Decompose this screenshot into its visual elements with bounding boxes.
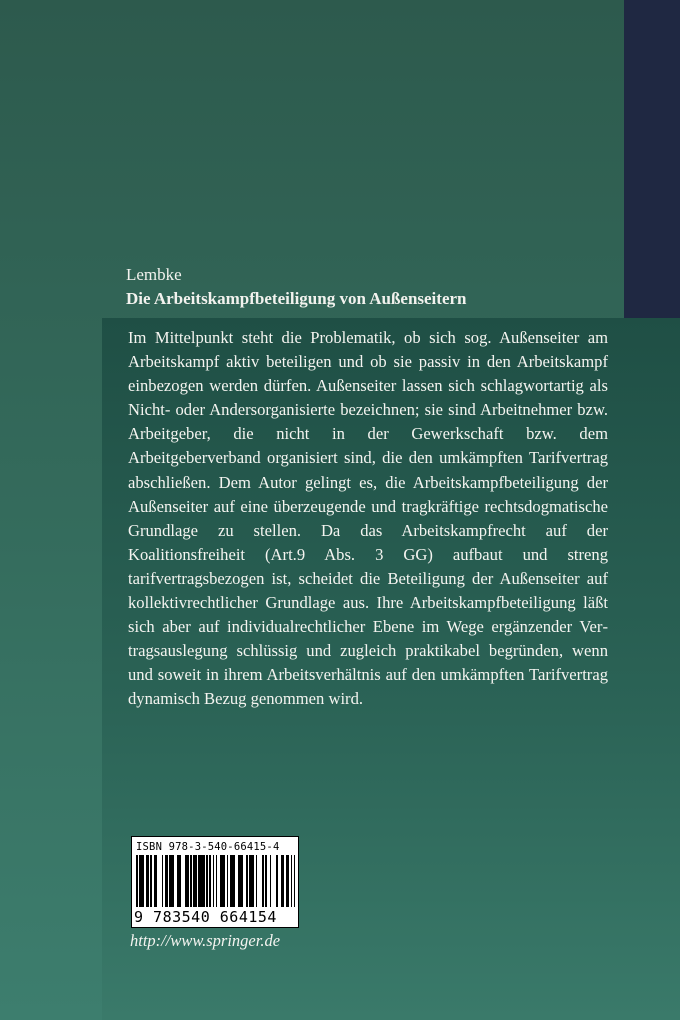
spine-color-band xyxy=(624,0,680,318)
isbn-label: ISBN 978-3-540-66415-4 xyxy=(136,841,280,853)
blurb-text: Im Mittelpunkt steht die Problematik, ob sich sog. Außenseiter am Arbeitskampf aktiv beteiligen und ob sie passiv in den Arbeitskampf einbezogen werden dürfen. Außenseiter lassen sich schlagwortartig als Nicht- oder Andersorganisierte bezeichnen; sie sind Arbeitnehmer bzw. Arbeitgeber, die nicht in der Gewerkschaft bzw. dem Arbeitgeberverband organisiert sind, die den umkämpften Tarifvertrag abschließen. Dem Autor gelingt es, die Arbeitskampfbeteiligung der Außenseiter auf eine überzeugende und tragkräftige rechtsdogmatische Grundlage zu stellen. Da das Arbeitskampfrecht auf der Koalitionsfreiheit (Art.9 Abs. 3 GG) aufbaut und streng tarifvertragsbezogen ist, scheidet die Beteiligung der Außenseiter auf kollektivrechtlicher Grundlage aus. Ihre Arbeitskampfbeteiligung läßt sich aber auf individualrechtlicher Ebene im Wege ergänzender Vertragsauslegung schlüssig und zugleich praktikabel begründen, wenn und soweit in ihrem Arbeitsverhältnis auf den umkämpften Tarifvertrag dynamisch Bezug genommen wird. xyxy=(128,328,608,709)
author-name: Lembke xyxy=(126,265,182,284)
book-header xyxy=(126,263,616,311)
book-title: Die Arbeitskampfbeteiligung von Außenseitern xyxy=(126,289,467,308)
isbn-barcode xyxy=(131,836,299,928)
ean-digits: 9 783540 664154 xyxy=(134,908,277,926)
barcode-module xyxy=(294,855,296,907)
publisher-url[interactable]: http://www.springer.de xyxy=(130,931,281,950)
barcode-bars xyxy=(136,855,296,907)
